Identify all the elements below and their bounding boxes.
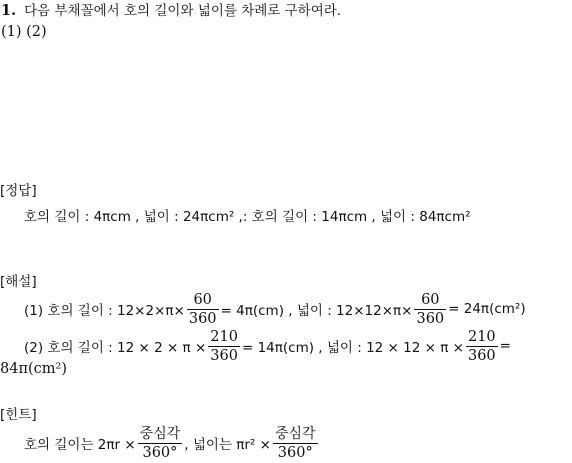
- fraction-numerator: 중심각: [139, 425, 181, 442]
- part2-mid: = 14π(cm) , 넓이 : 12 × 12 × π ×: [241, 340, 464, 356]
- sub-question-labels: (1) (2): [1, 24, 47, 40]
- fraction-numerator: 60: [414, 291, 446, 310]
- hint-header: [힌트]: [0, 407, 37, 423]
- question-number: 1.: [1, 2, 17, 19]
- fraction-denominator: 360°: [277, 444, 313, 461]
- fraction-denominator: 360: [210, 347, 238, 364]
- fraction-denominator: 360: [416, 310, 445, 327]
- answer-text: 호의 길이 : 4πcm , 넓이 : 24πcm² ,: 호의 길이 : 14πcm , 넓이 : 84πcm²: [24, 209, 471, 225]
- explanation-part2: [24, 326, 511, 366]
- part1-fraction-arc: [187, 291, 219, 328]
- part1-fraction-area: [414, 291, 446, 328]
- part1-tail: = 24π(cm²): [448, 301, 526, 317]
- part2-tail: =: [499, 338, 511, 354]
- fraction-denominator: 360: [467, 347, 496, 364]
- part2-fraction-area: [466, 328, 498, 365]
- part2-lead: (2) 호의 길이 : 12 × 2 × π ×: [24, 340, 207, 356]
- fraction-numerator: 210: [210, 328, 238, 345]
- hint-lead: 호의 길이는 2πr ×: [24, 437, 136, 453]
- fraction-denominator: 360°: [142, 444, 178, 461]
- explanation-header: [해설]: [0, 274, 37, 290]
- fraction-numerator: 60: [187, 291, 219, 310]
- part2-continuation: 84π(cm²): [0, 361, 67, 377]
- hint-fraction-arc: [138, 425, 183, 462]
- hint-mid: , 넓이는 πr² ×: [184, 437, 271, 453]
- answer-line: [24, 207, 471, 227]
- fraction-denominator: 360: [188, 310, 217, 327]
- hint-line: [24, 423, 320, 463]
- explanation-part1: [24, 289, 526, 329]
- part1-mid: = 4π(cm) , 넓이 : 12×12×π×: [220, 303, 413, 319]
- hint-fraction-area: [273, 425, 318, 462]
- answer-header: [정답]: [0, 183, 37, 199]
- question-text: 다음 부채꼴에서 호의 길이와 넓이를 차례로 구하여라.: [24, 3, 342, 19]
- part1-lead: (1) 호의 길이 : 12×2×π×: [24, 303, 185, 319]
- part2-fraction-arc: [208, 328, 240, 365]
- fraction-numerator: 중심각: [274, 425, 316, 442]
- fraction-numerator: 210: [467, 328, 496, 345]
- question-line: [1, 1, 341, 21]
